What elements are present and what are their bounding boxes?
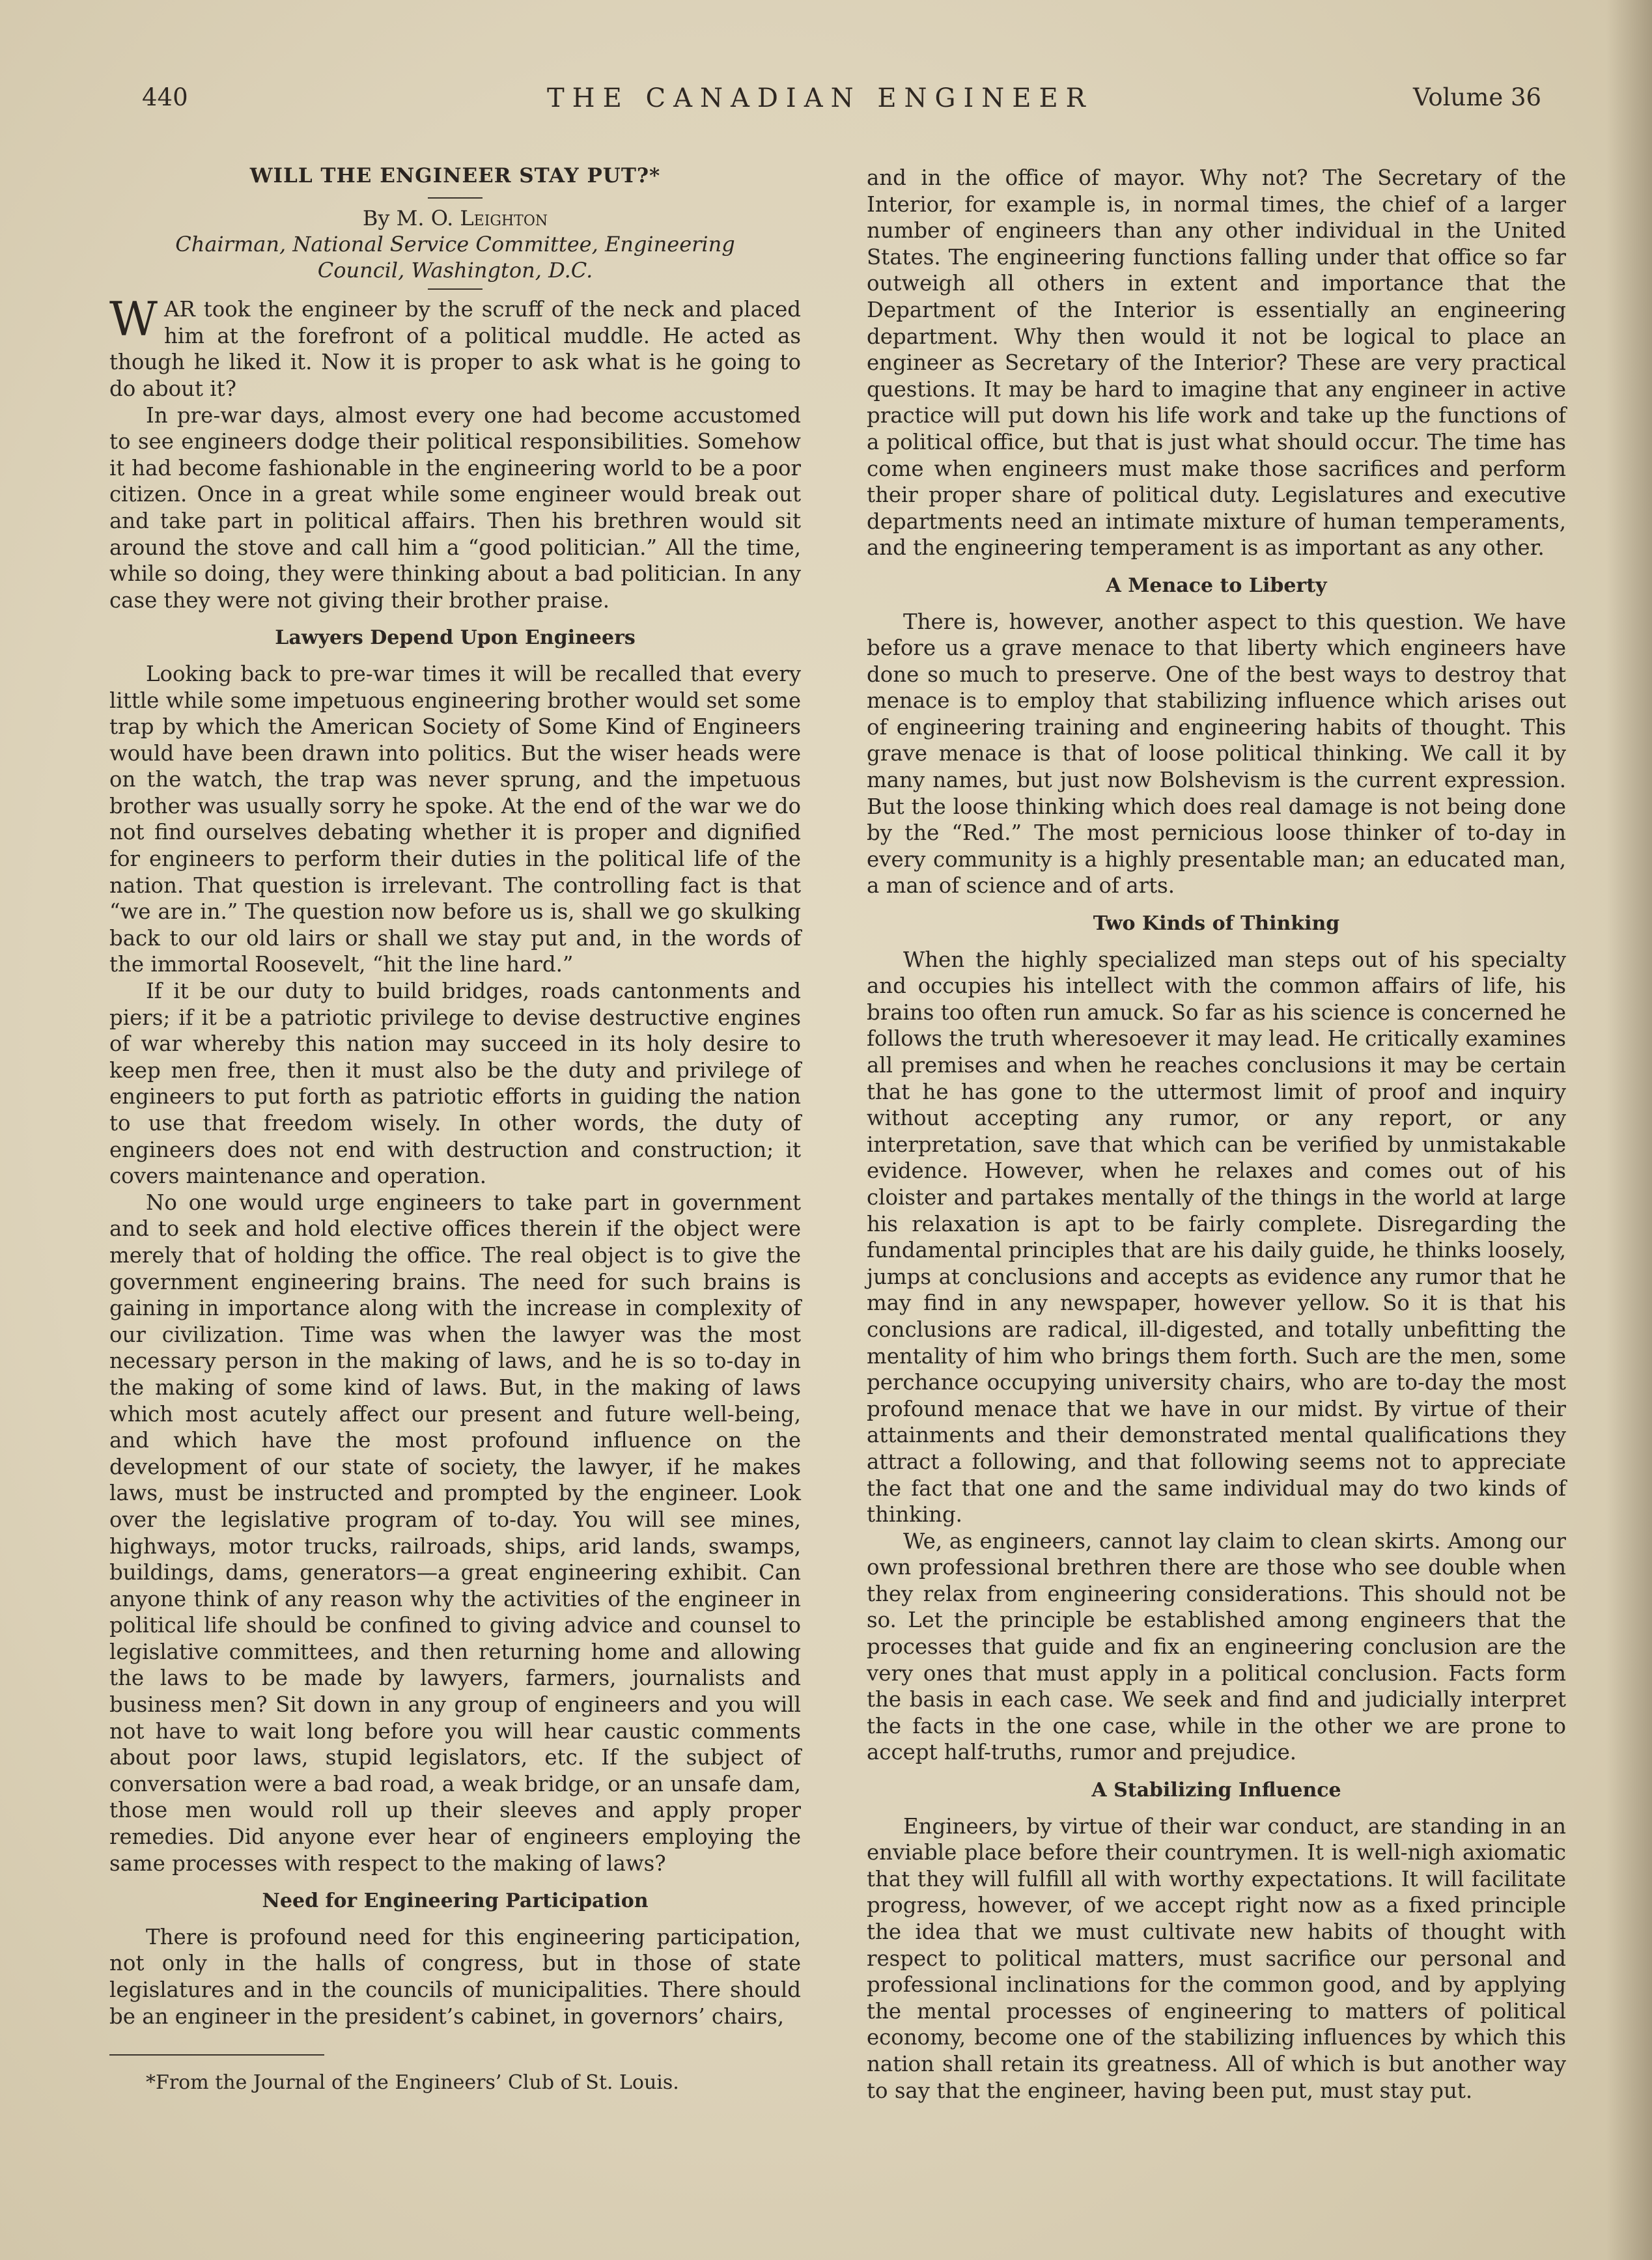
paragraph-stabilizing: Engineers, by virtue of their war conduct, are standing in an enviable place before their countrymen. It is well-nigh axiomatic that they will fulfill all with worthy expectations. It will facilitate progress, however, of we accept right now as a fixed principle the idea that we must cultivate new habits of thought with respect to political matters, must sacrifice our personal and professional inclinations for the common good, and by applying the mental processes of engineering to matters of political economy, become one of the stabilizing influences by which this nation shall retain its greatness. All of which is but another way to say that the engineer, having been put, must stay put. [867,1813,1566,2103]
journal-title: THE CANADIAN ENGINEER [547,83,1093,113]
byline-rule [428,288,483,290]
affiliation-line-2: Council, Washington, D.C. [317,258,593,283]
subhead-stabilizing: A Stabilizing Influence [1091,1779,1341,1802]
paragraph-bridges: If it be our duty to build bridges, roads cantonments and piers; if it be a patriotic privilege to devise destructive engines of war whereby this nation may succeed in its holy desire to keep men free, then it must also be the duty and privilege of engineers to put forth as patriotic efforts in guiding the nation to use that freedom wisely. In other words, the duty of engineers does not end with destruction and construction; it covers maintenance and operation. [109,979,801,1189]
subhead-lawyers: Lawyers Depend Upon Engineers [275,626,636,650]
paragraph-specialized: When the highly specialized man steps out of his specialty and occupies his intellect with the common affairs of life, his brains too often run amuck. So far as his science is concerned he follows the truth wheresoever it may lead. He critically examines all premises and when he reaches conclusions it may be certain that he has gone to the uttermost limit of proof and inquiry without accepting any rumor, or any report, or any interpretation, save that which can be verified by unmistakable evidence. However, when he relaxes and comes out of his cloister and partakes mentally of the things in the world at large his relaxation is apt to be fairly complete. Disregarding the fundamental principles that are his daily guide, he thinks loosely, jumps at conclusions and accepts as evidence any rumor that he may find in any newspaper, however yellow. So it is that his conclusions are radical, ill-digested, and totally unbefitting the mentality of him who brings them forth. Such are the men, some perchance occupying university chairs, who are to-day the most profound menace that we have in our midst. By virtue of their attainments and their demonstrated mental qualifications they attract a following, and that following seems not to appreciate the fact that one and the same individual may do two kinds of thinking. [867,947,1566,1528]
author-affiliation [109,231,801,283]
paragraph-menace: There is, however, another aspect to this question. We have before us a grave menace to that liberty which engineers have done so much to preserve. One of the best ways to destroy that menace is to employ that stabilizing influence which arises out of engineering training and engineering habits of thought. This grave menace is that of loose political thinking. We call it by many names, but just now Bolshevism is the current expression. But the loose thinking which does real damage is not being done by the “Red.” The most pernicious loose thinker of to-day in every community is a highly presentable man; an educated man, a man of science and of arts. [867,609,1566,899]
subhead-two-kinds: Two Kinds of Thinking [1093,912,1340,936]
paragraph-no-one: No one would urge engineers to take part in government and to seek and hold elective offices therein if the object were merely that of holding the office. The real object is to give the government engineering brains. The need for such brains is gaining in importance along with the increase in complexity of our civilization. Time was when the lawyer was the most necessary person in the making of laws, and he is so to-day in the making of some kind of laws. But, in the making of laws which most acutely affect our present and future well-being, and which have the most profound influence on the development of our state of society, the lawyer, if he makes laws, must be instructed and prompted by the engineer. Look over the legislative program of to-day. You will see mines, highways, motor trucks, railroads, ships, arid lands, swamps, buildings, dams, generators—a great engineering exhibit. Can anyone think of any reason why the activities of the engineer in political life should be confined to giving advice and counsel to legislative committees, and then returning home and allowing the laws to be made by lawyers, farmers, journalists and business men? Sit down in any group of engineers and you will not have to wait long before you will hear caustic comments about poor laws, stupid legislators, etc. If the subject of conversation were a bad road, a weak bridge, or an unsafe dam, those men would roll up their sleeves and apply proper remedies. Did anyone ever hear of engineers employing the same processes with respect to the making of laws? [109,1190,801,1876]
intro-text: AR took the engineer by the scruff of the neck and placed him at the forefront of a political muddle. He acted as though he liked it. Now it is proper to ask what is he going to do about it? [109,297,801,401]
footnote: *From the Journal of the Engineers’ Club of St. Louis. [146,2071,679,2095]
author-name: M. O. Leighton [396,205,548,230]
article-title: WILL THE ENGINEER STAY PUT?* [249,164,661,188]
paragraph-mayor: and in the office of mayor. Why not? The Secretary of the Interior, for example is, in normal times, the chief of a larger number of engineers than any other individual in the United States. The engineering functions falling under that office so far outweigh all others in extent and importance that the Department of the Interior is essentially an engineering department. Why then would it not be logical to place an engineer as Secretary of the Interior? These are very practical questions. It may be hard to imagine that any engineer in active practice will put down his life work and take up the functions of a political office, but that is just what should occur. The time has come when engineers must make those sacrifices and perform their proper share of political duty. Legislatures and executive departments need an intimate mixture of human temperaments, and the engineering temperament is as important as any other. [867,165,1566,561]
affiliation-line-1: Chairman, National Service Committee, Engineering [175,232,735,257]
drop-cap: W [109,292,158,347]
title-rule [428,197,483,199]
subhead-menace: A Menace to Liberty [1106,574,1327,597]
binding-shadow [1606,0,1652,2260]
subhead-need: Need for Engineering Participation [262,1890,649,1913]
page-number: 440 [142,83,188,111]
paragraph-prewar: In pre-war days, almost every one had become accustomed to see engineers dodge their political responsibilities. Somehow it had become fashionable in the engineering world to be a poor citizen. Once in a great while some engineer would break out and take part in political affairs. Then his brethren would sit around the stove and call him a “good politician.” All the time, while so doing, they were thinking about a bad politician. In any case they were not giving their brother praise. [109,402,801,613]
intro-paragraph [109,292,801,402]
paragraph-profound-need: There is profound need for this engineering participation, not only in the halls of congress, but in those of state legislatures and in the councils of municipalities. There should be an engineer in the president’s cabinet, in governors’ chairs, [109,1924,801,2029]
byline-prefix: By [362,205,390,230]
right-column [867,165,1566,2104]
left-column [109,163,801,2097]
footnote-rule [109,2054,324,2056]
volume-label: Volume 36 [1413,83,1542,111]
byline [109,205,801,232]
paragraph-clean-skirts: We, as engineers, cannot lay claim to clean skirts. Among our own professional brethren there are those who see double when they relax from engineering considerations. This should not be so. Let the principle be established among engineers that the processes that guide and fix an engineering conclusion are the very ones that must apply in a political conclusion. Facts form the basis in each case. We seek and find and judicially interpret the facts in the one case, while in the other we are prone to accept half-truths, rumor and prejudice. [867,1528,1566,1765]
paragraph-looking-back: Looking back to pre-war times it will be recalled that every little while some impetuous engineering brother would set some trap by which the American Society of Some Kind of Engineers would have been drawn into politics. But the wiser heads were on the watch, the trap was never sprung, and the impetuous brother was usually sorry he spoke. At the end of the war we do not find ourselves debating whether it is proper and dignified for engineers to perform their duties in the political life of the nation. That question is irrelevant. The controlling fact is that “we are in.” The question now before us is, shall we go skulking back to our old lairs or shall we stay put and, in the words of the immortal Roosevelt, “hit the line hard.” [109,661,801,977]
